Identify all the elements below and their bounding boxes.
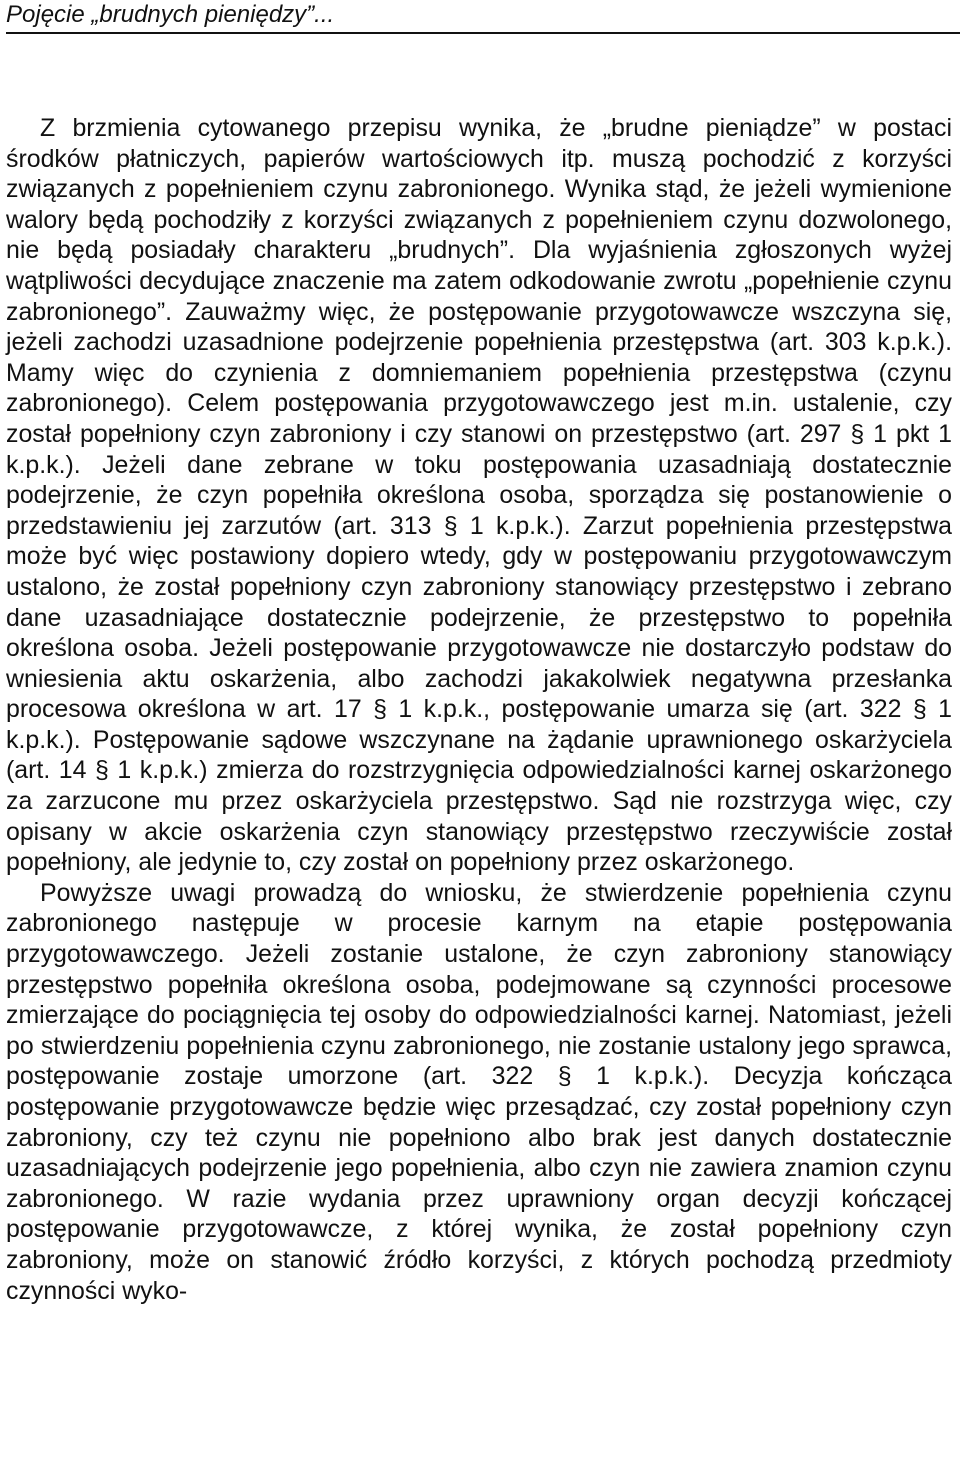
paragraph-1: Z brzmienia cytowanego przepisu wynika, że „brudne pieniądze” w postaci środków płatniczych, papierów wartościowych itp. muszą pochodzić z korzyści związanych z popełnieniem czynu zabronionego. Wynika stąd, że jeżeli wymienione walory będą pochodziły z korzyści związanych z popełnieniem czynu dozwolonego, nie będą posiadały charakteru „brudnych”. Dla wyjaśnienia zgłoszonych wyżej wątpliwości decydujące znaczenie ma zatem odkodowanie zwrotu „popełnienie czynu zabronionego”. Zauważmy więc, że postępowanie przygotowawcze wszczyna się, jeżeli zachodzi uzasadnione podejrzenie popełnienia przestępstwa (art. 303 k.p.k.). Mamy więc do czynienia z domniemaniem popełnienia przestępstwa (czynu zabronionego). Celem postępowania przygotowawczego jest m.in. ustalenie, czy został popełniony czyn zabroniony i czy stanowi on przestępstwo (art. 297 § 1 pkt 1 k.p.k.). Jeżeli dane zebrane w toku postępowania uzasadniają dostatecznie podejrzenie, że czyn popełniła określona osoba, sporządza się postanowienie o przedstawieniu jej zarzutów (art. 313 § 1 k.p.k.). Zarzut popełnienia przestępstwa może być więc postawiony dopiero wtedy, gdy w postępowaniu przygotowawczym ustalono, że został popełniony czyn zabroniony stanowiący przestępstwo i zebrano dane uzasadniające dostatecznie podejrzenie, że przestępstwo to popełniła określona osoba. Jeżeli postępowanie przygotowawcze nie dostarczyło podstaw do wniesienia aktu oskarżenia, albo zachodzi jakakolwiek negatywna przesłanka procesowa określona w art. 17 § 1 k.p.k., postępowanie umarza się (art. 322 § 1 k.p.k.). Postępowanie sądowe wszczynane na żądanie uprawnionego oskarżyciela (art. 14 § 1 k.p.k.) zmierza do rozstrzygnięcia odpowiedzialności karnej oskarżonego za zarzucone mu przez oskarżyciela przestępstwo. Sąd nie rozstrzyga więc, czy opisany w akcie oskarżenia czyn stanowiący przestępstwo rzeczywiście został popełniony, ale jedynie to, czy został on popełniony przez oskarżonego. [6,114,952,877]
running-header-title: Pojęcie „brudnych pieniędzy”... [6,1,335,28]
running-header [6,2,960,34]
document-body [6,113,952,1306]
paragraph-2: Powyższe uwagi prowadzą do wniosku, że stwierdzenie popełnienia czynu zabronionego następuje w procesie karnym na etapie postępowania przygotowawczego. Jeżeli zostanie ustalone, że czyn zabroniony stanowiący przestępstwo popełniła określona osoba, podejmowane są czynności procesowe zmierzające do pociągnięcia tej osoby do odpowiedzialności karnej. Natomiast, jeżeli po stwierdzeniu popełnienia czynu zabronionego, nie zostanie ustalony jego sprawca, postępowanie zostaje umorzone (art. 322 § 1 k.p.k.). Decyzja kończąca postępowanie przygotowawcze będzie więc przesądzać, czy został popełniony czyn zabroniony, czy też czynu nie popełniono albo brak jest danych dostatecznie uzasadniających podejrzenie jego popełnienia, albo czyn nie zawiera znamion czynu zabronionego. W razie wydania przez uprawniony organ decyzji kończącej postępowanie przygotowawcze, z której wynika, że został popełniony czyn zabroniony, może on stanowić źródło korzyści, z których pochodzą przedmioty czynności wyko- [6,878,952,1305]
